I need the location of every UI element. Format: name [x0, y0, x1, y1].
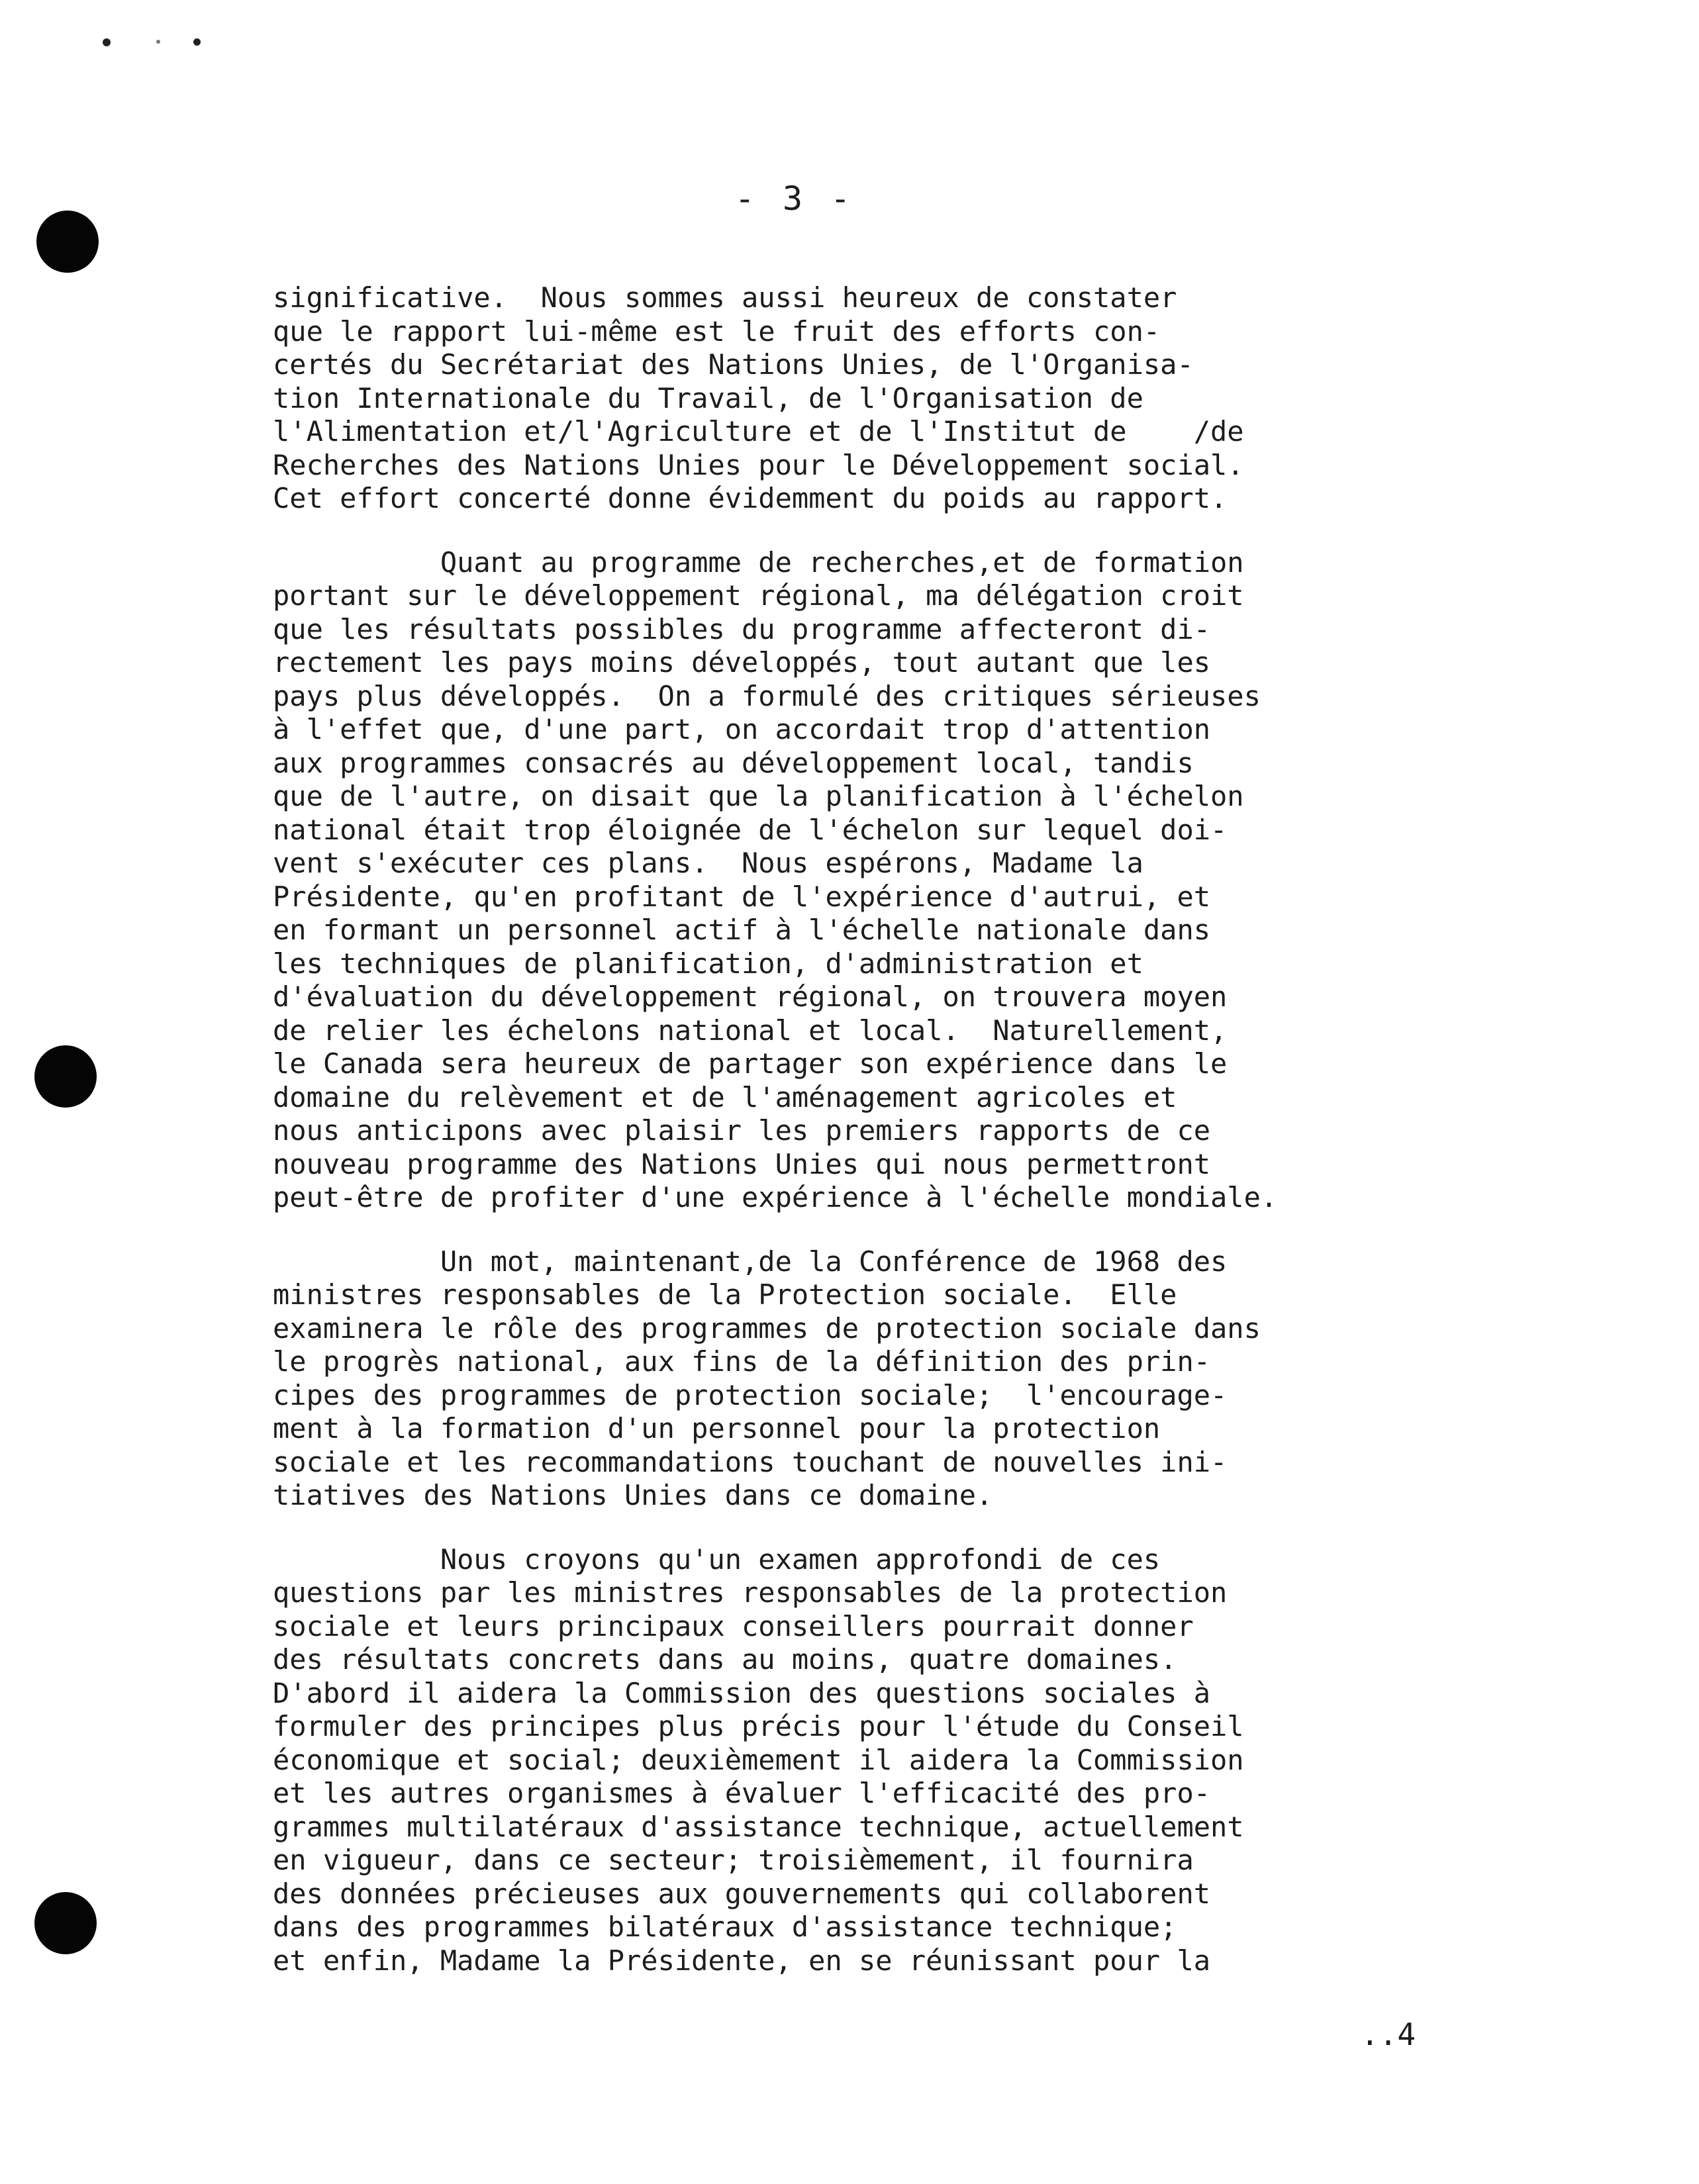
paragraph-1: significative. Nous sommes aussi heureux de constater que le rapport lui-même est le fruit des efforts con- certés du Secrétariat des Nations Unies, de l'Organisa- tion Internationale du Travail, de l'Organisation de l'Alimentation et/l'Agriculture et de l'Institut de /de Recherches des Nations Unies pour le Développement social. Cet effort concerté donne évidemment du poids au rapport. — [273, 281, 1244, 514]
paragraph-2: Quant au programme de recherches,et de formation portant sur le développement régional, ma délégation croit que les résultats possibles du programme affecteront di- rectement les pays moins développés, tout autant que les pays plus développés. On a formulé des critiques sérieuses à l'effet que, d'une part, on accordait trop d'attention aux programmes consacrés au développement local, tandis que de l'autre, on disait que la planification à l'échelon national était trop éloignée de l'échelon sur lequel doi- vent s'exécuter ces plans. Nous espérons, Madame la Présidente, qu'en profitant de l'expérience d'autrui, et en formant un personnel actif à l'échelle nationale dans les techniques de planification, d'administration et d'évaluation du développement régional, on trouvera moyen de relier les échelons national et local. Naturellement, le Canada sera heureux de partager son expérience dans le domaine du relèvement et de l'aménagement agricoles et nous anticipons avec plaisir les premiers rapports de ce nouveau programme des Nations Unies qui nous permettront peut-être de profiter d'une expérience à l'échelle mondiale. — [273, 546, 1278, 1213]
ink-speck — [193, 38, 201, 46]
ink-speck — [156, 40, 160, 44]
page-number: - 3 - — [734, 179, 855, 218]
ink-speck — [103, 38, 111, 46]
punch-hole-middle — [34, 1045, 97, 1108]
paragraph-3: Un mot, maintenant,de la Conférence de 1968 des ministres responsables de la Protection sociale. Elle examinera le rôle des programmes de protection sociale dans le progrès national, aux fins de la définition des prin- cipes des programmes de protection sociale; l'encourage- ment à la formation d'un personnel pour la protection sociale et les recommandations touchant de nouvelles ini- tiatives des Nations Unies dans ce domaine. — [273, 1245, 1261, 1511]
continuation-mark: ..4 — [1361, 2017, 1416, 2052]
punch-hole-top — [36, 211, 99, 273]
paragraph-4: Nous croyons qu'un examen approfondi de ces questions par les ministres responsables de la protection sociale et leurs principaux conseillers pourrait donner des résultats concrets dans au moins, quatre domaines. D'abord il aidera la Commission des questions sociales à formuler des principes plus précis pour l'étude du Conseil économique et social; deuxièmement il aidera la Commission et les autres organismes à évaluer l'efficacité des pro- grammes multilatéraux d'assistance technique, actuellement en vigueur, dans ce secteur; troisièmement, il fournira des données précieuses aux gouvernements qui collaborent dans des programmes bilatéraux d'assistance technique; et enfin, Madame la Présidente, en se réunissant pour la — [273, 1543, 1244, 1977]
body-text — [273, 281, 1451, 1977]
punch-hole-bottom — [34, 1892, 97, 1954]
